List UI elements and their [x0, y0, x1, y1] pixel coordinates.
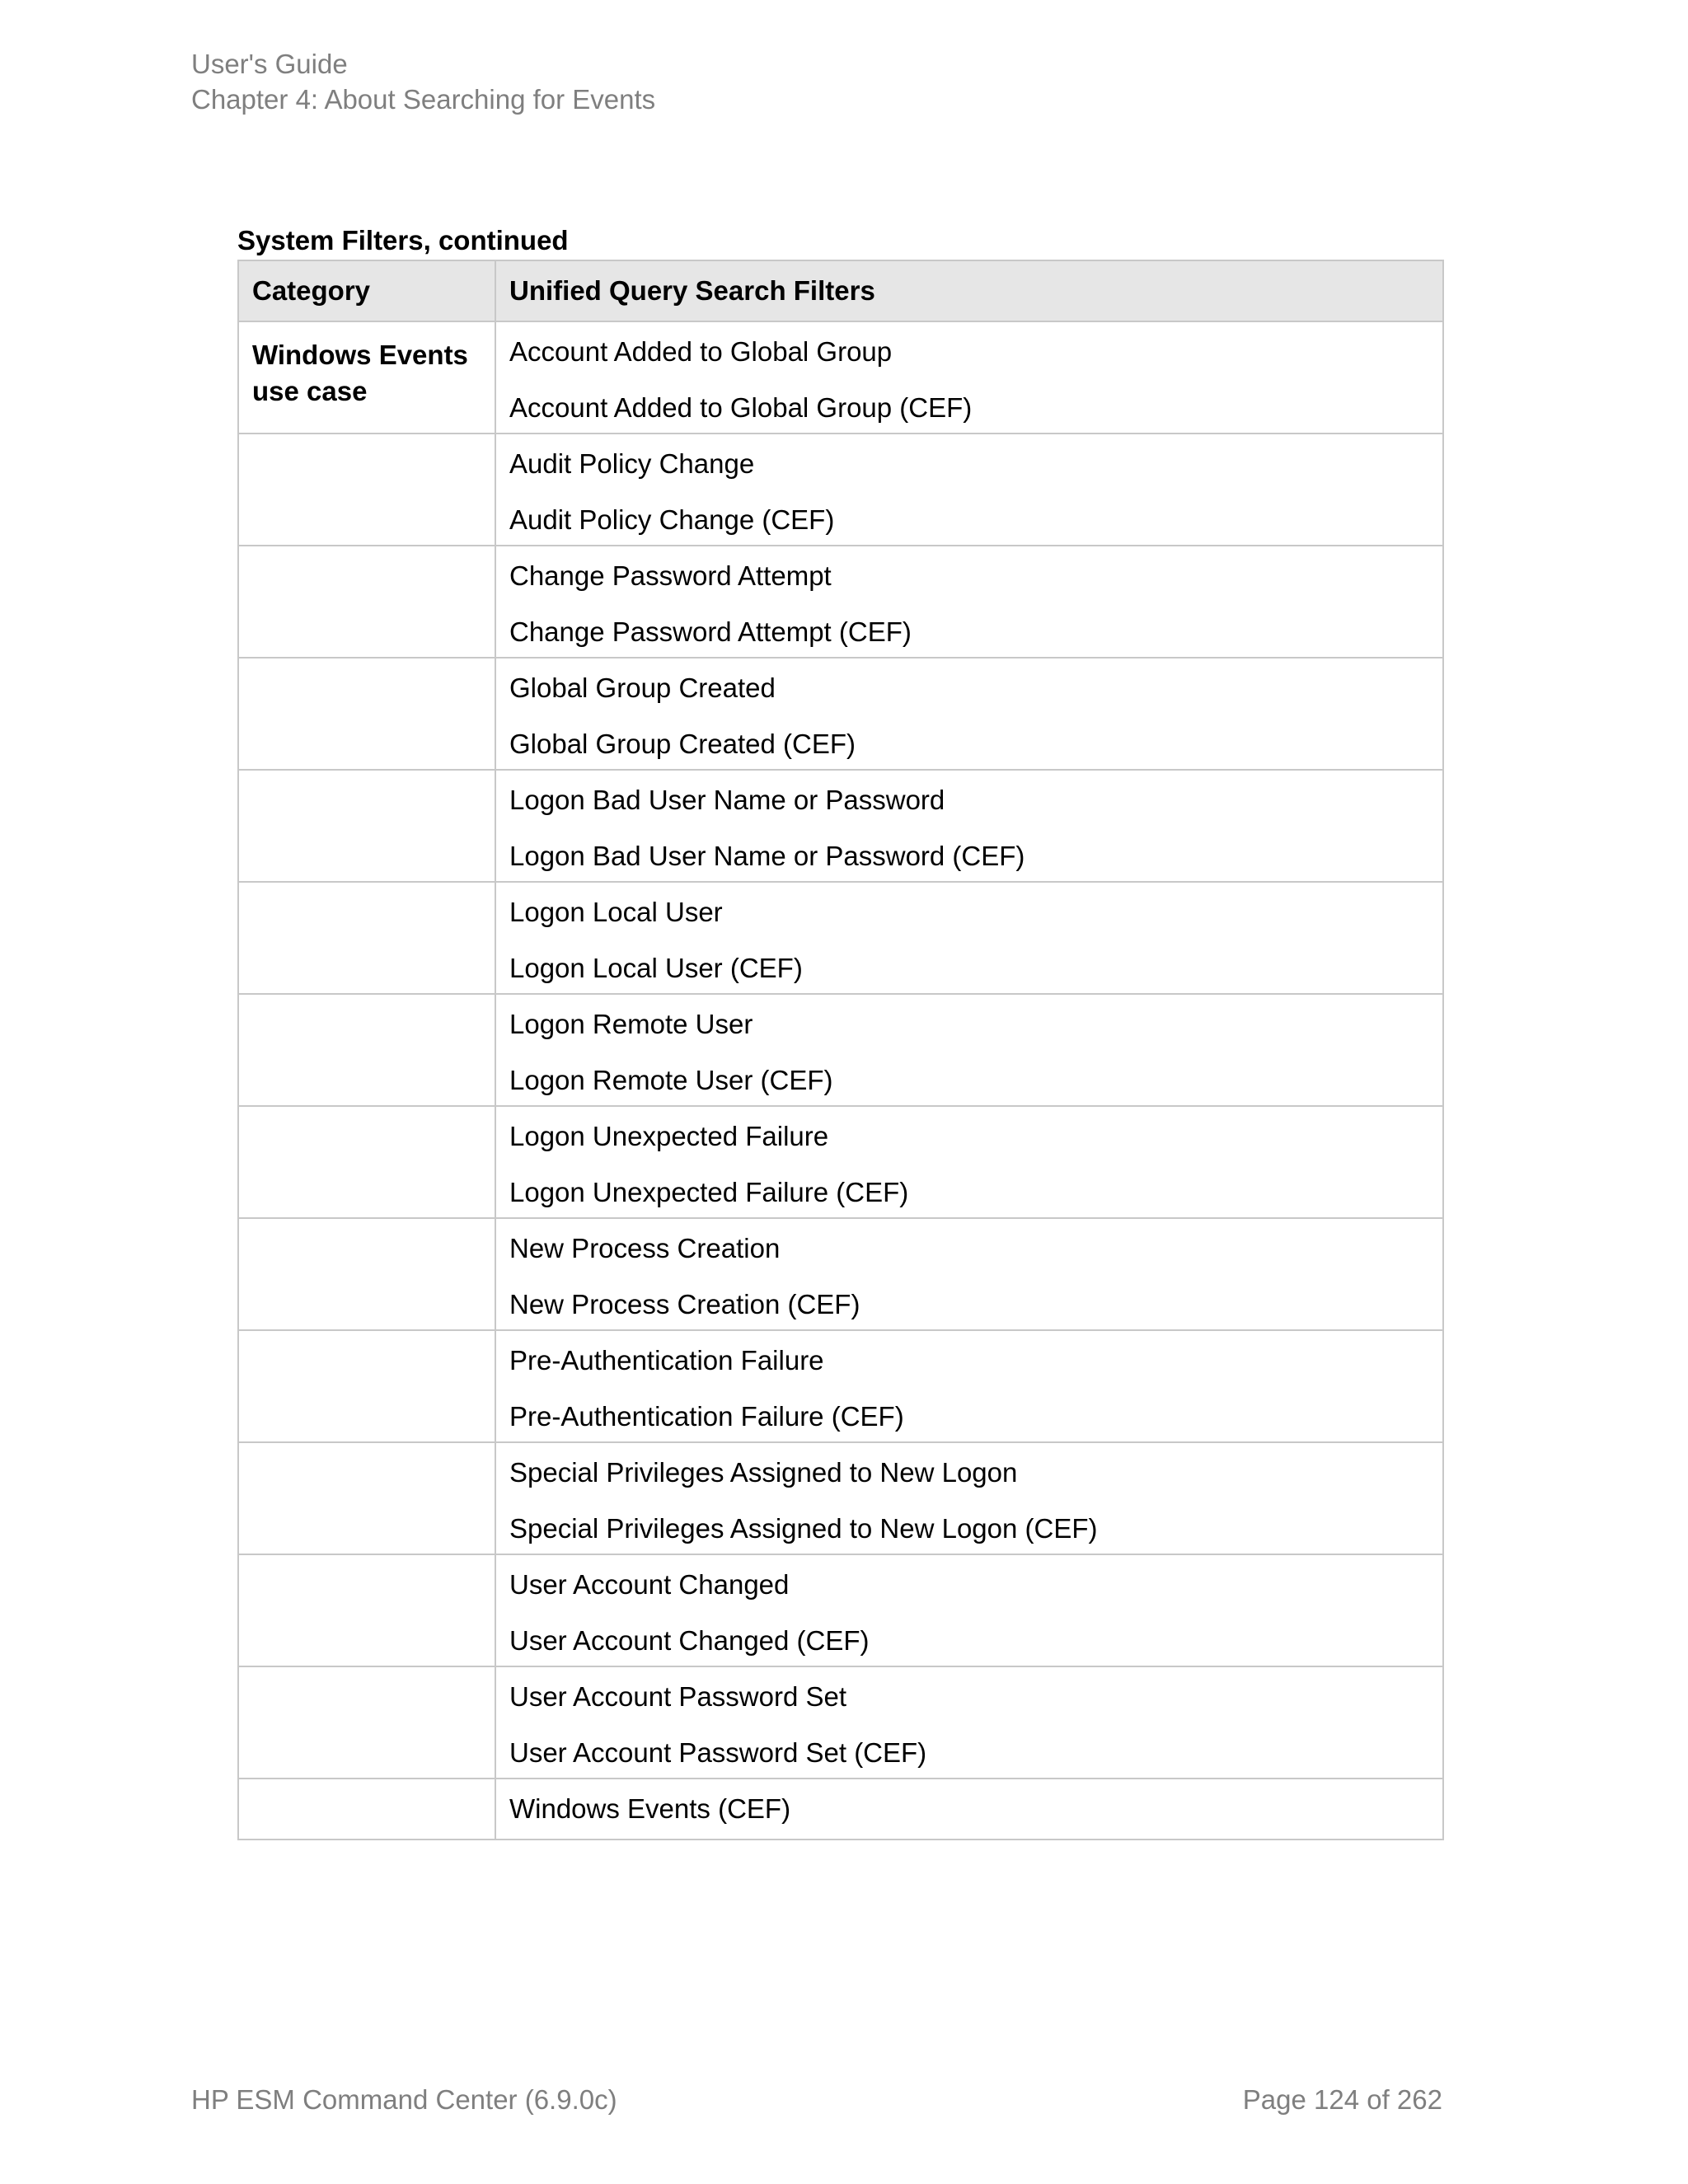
table-body	[238, 321, 1443, 1840]
category-cell	[238, 1106, 495, 1218]
filter-name: Account Added to Global Group	[509, 336, 893, 367]
filter-name: New Process Creation (CEF)	[509, 1289, 860, 1319]
filter-name: Logon Remote User	[509, 1009, 753, 1039]
filter-name: New Process Creation	[509, 1233, 781, 1263]
table-row	[238, 1106, 1443, 1218]
filters-cell	[495, 1106, 1443, 1218]
table-row	[238, 994, 1443, 1106]
table-row	[238, 770, 1443, 882]
category-cell	[238, 1666, 495, 1779]
filter-name: Logon Remote User (CEF)	[509, 1065, 833, 1095]
table-row	[238, 1442, 1443, 1554]
filter-name: Audit Policy Change	[509, 448, 755, 479]
filters-cell	[495, 434, 1443, 546]
column-header-filters: Unified Query Search Filters	[495, 260, 1443, 321]
filter-name: Global Group Created	[509, 673, 776, 703]
filters-cell	[495, 882, 1443, 994]
category-cell	[238, 434, 495, 546]
filter-name: Change Password Attempt	[509, 560, 832, 591]
category-cell	[238, 1554, 495, 1666]
category-cell: Windows Events use case	[238, 321, 495, 434]
filters-cell	[495, 770, 1443, 882]
filter-name: Windows Events (CEF)	[509, 1793, 791, 1824]
table-row	[238, 1554, 1443, 1666]
filters-cell	[495, 321, 1443, 434]
filters-cell	[495, 1779, 1443, 1840]
filters-cell	[495, 1666, 1443, 1779]
filters-cell	[495, 994, 1443, 1106]
filter-name: Pre-Authentication Failure	[509, 1345, 824, 1376]
footer-page-number: Page 124 of 262	[1242, 2084, 1442, 2115]
filter-name: Logon Bad User Name or Password (CEF)	[509, 841, 1025, 871]
table-row	[238, 434, 1443, 546]
filter-name: Special Privileges Assigned to New Logon	[509, 1457, 1018, 1488]
table-header-row	[238, 260, 1443, 321]
filter-name: User Account Changed (CEF)	[509, 1625, 870, 1656]
filter-name: Account Added to Global Group (CEF)	[509, 392, 973, 423]
filter-name: Logon Local User	[509, 897, 723, 927]
category-cell	[238, 658, 495, 770]
filters-cell	[495, 1442, 1443, 1554]
table-row	[238, 658, 1443, 770]
filter-name: Logon Unexpected Failure	[509, 1121, 829, 1151]
table-row	[238, 882, 1443, 994]
category-cell	[238, 1442, 495, 1554]
chapter-title: Chapter 4: About Searching for Events	[191, 84, 656, 115]
filters-cell	[495, 546, 1443, 658]
table-row	[238, 546, 1443, 658]
filter-name: User Account Password Set (CEF)	[509, 1737, 927, 1768]
category-cell	[238, 1218, 495, 1330]
guide-title: User's Guide	[191, 49, 348, 79]
category-cell	[238, 770, 495, 882]
table-caption: System Filters, continued	[237, 225, 569, 255]
column-header-category: Category	[238, 260, 495, 321]
footer-product: HP ESM Command Center (6.9.0c)	[191, 2084, 617, 2115]
category-cell	[238, 1779, 495, 1840]
filter-name: User Account Password Set	[509, 1681, 847, 1712]
filter-name: Audit Policy Change (CEF)	[509, 504, 835, 535]
filter-name: Change Password Attempt (CEF)	[509, 616, 912, 647]
table-row	[238, 1779, 1443, 1840]
system-filters-table	[237, 260, 1444, 1840]
category-cell	[238, 882, 495, 994]
filter-name: Pre-Authentication Failure (CEF)	[509, 1401, 904, 1432]
table-row	[238, 1666, 1443, 1779]
filters-cell	[495, 1554, 1443, 1666]
filter-name: Global Group Created (CEF)	[509, 729, 856, 759]
filter-name: Logon Unexpected Failure (CEF)	[509, 1177, 909, 1207]
filters-cell	[495, 1218, 1443, 1330]
filter-name: Logon Local User (CEF)	[509, 953, 803, 983]
filters-cell	[495, 658, 1443, 770]
category-cell	[238, 1330, 495, 1442]
page-header	[191, 46, 655, 117]
table-row	[238, 1218, 1443, 1330]
table-row	[238, 321, 1443, 434]
filters-cell	[495, 1330, 1443, 1442]
filter-name: User Account Changed	[509, 1569, 790, 1600]
filter-name: Logon Bad User Name or Password	[509, 785, 945, 815]
table-row	[238, 1330, 1443, 1442]
filter-name: Special Privileges Assigned to New Logon (CEF)	[509, 1513, 1098, 1544]
category-cell	[238, 546, 495, 658]
category-cell	[238, 994, 495, 1106]
